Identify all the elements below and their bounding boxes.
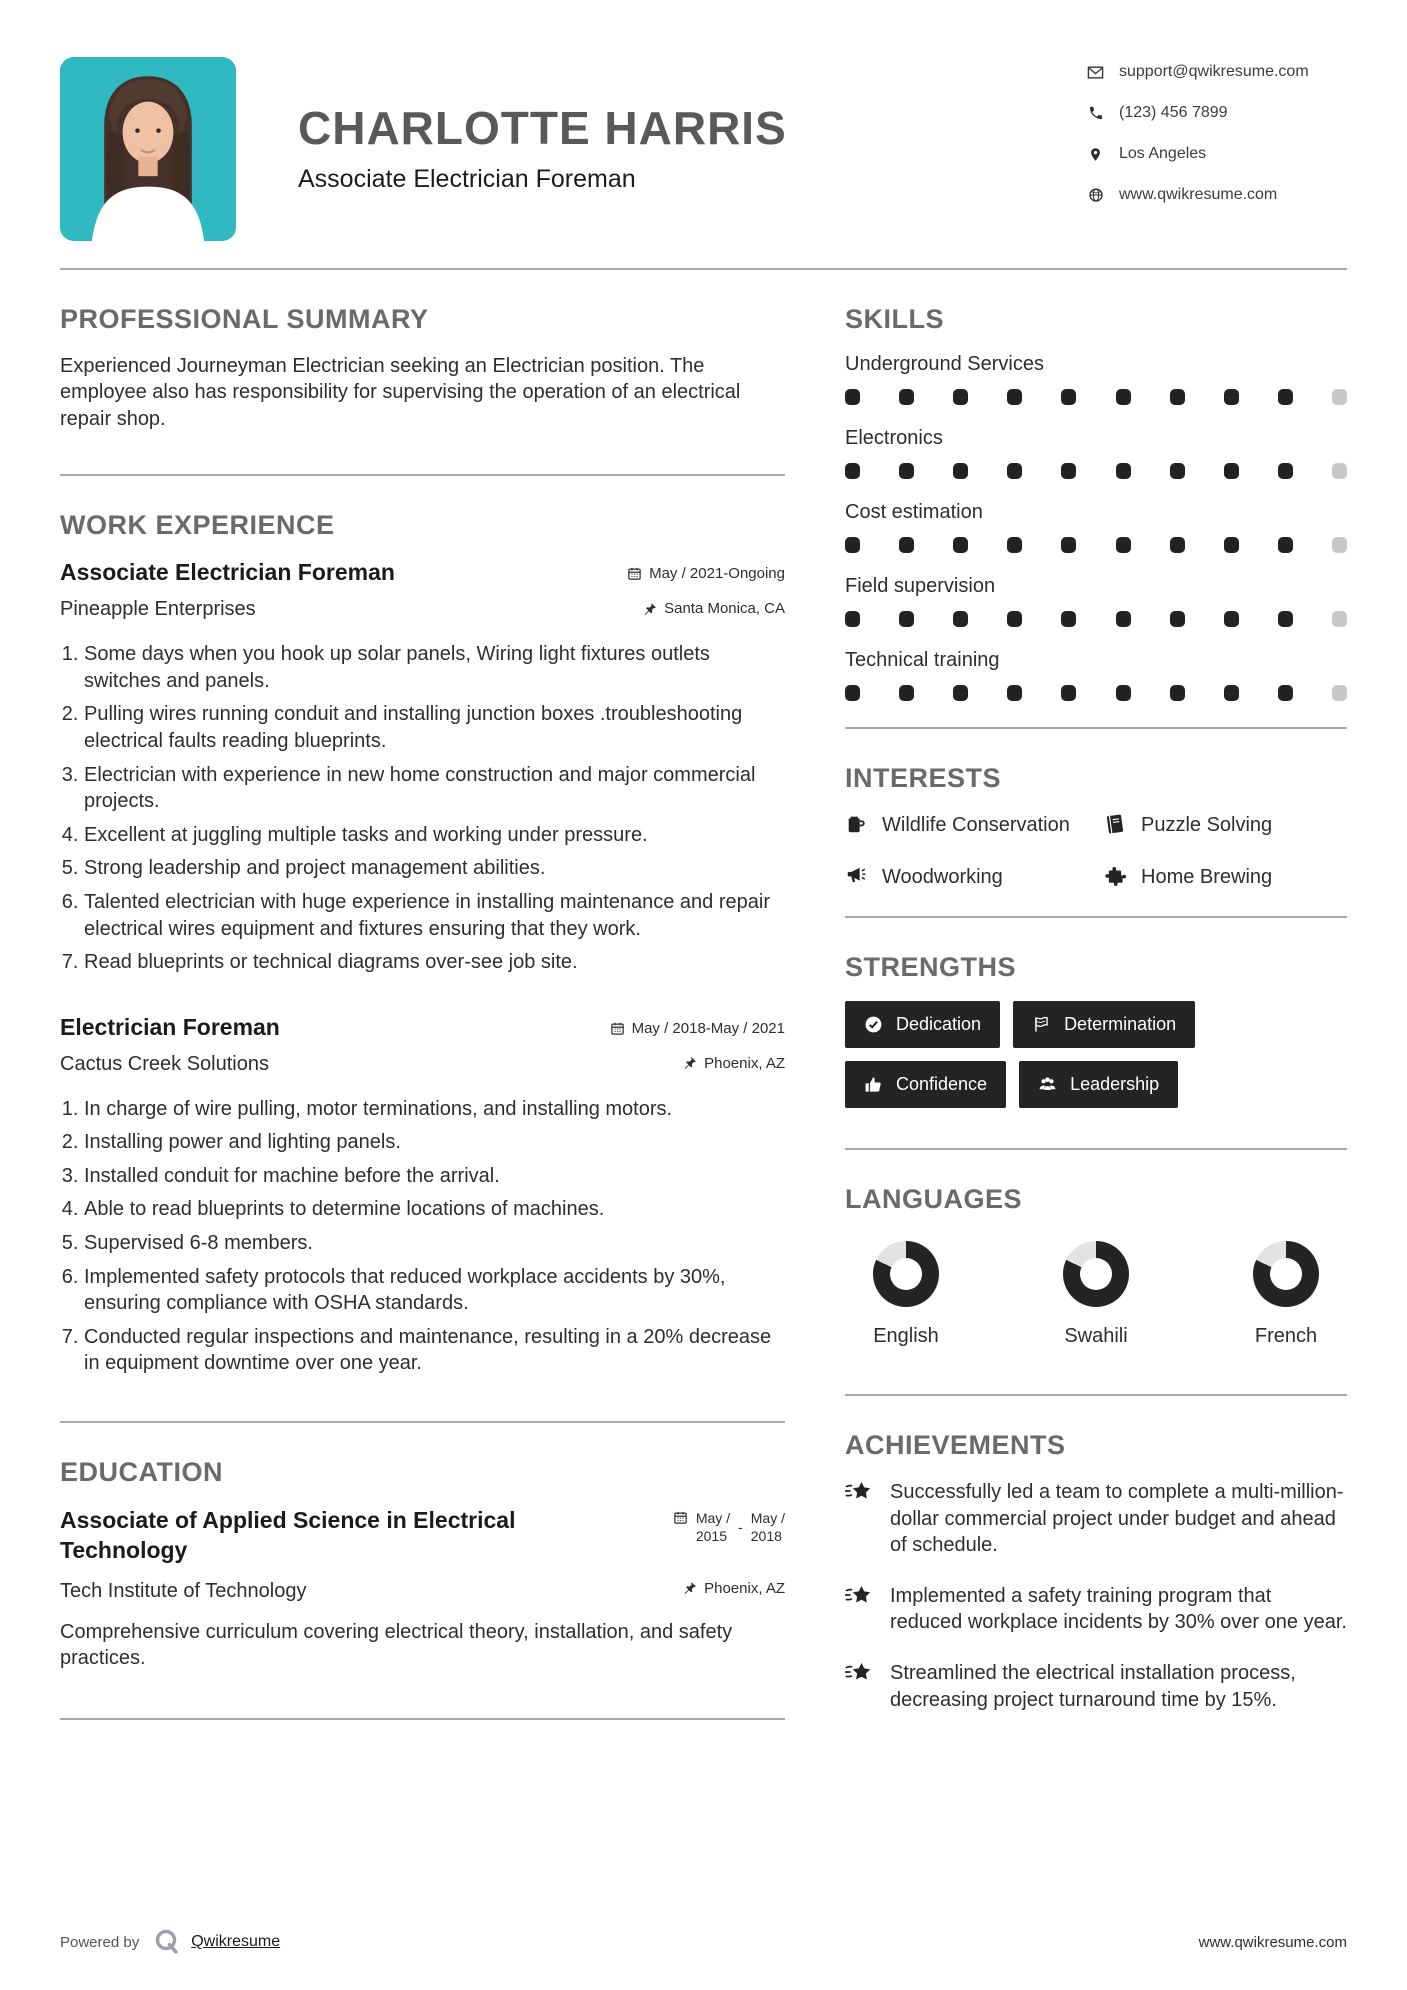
work-experience-heading: WORK EXPERIENCE bbox=[60, 510, 335, 541]
achievement-item bbox=[845, 1660, 1347, 1713]
envelope-icon bbox=[1087, 64, 1104, 81]
strength-label: Confidence bbox=[896, 1074, 988, 1094]
interest-label: Home Brewing bbox=[1141, 866, 1273, 888]
skill-dot bbox=[1278, 611, 1293, 627]
skill-rating bbox=[845, 463, 1347, 479]
skills-heading: SKILLS bbox=[845, 304, 945, 334]
language-item bbox=[873, 1241, 939, 1348]
education-date-end-year: 2018 bbox=[750, 1527, 782, 1544]
achievement-text: Streamlined the electrical installation process, decreasing project turnaround time by 15%. bbox=[890, 1661, 1296, 1711]
skill-dot bbox=[1332, 537, 1347, 553]
degree-title: Associate of Applied Science in Electrical Technology bbox=[60, 1507, 516, 1563]
contact-location bbox=[1087, 145, 1347, 163]
job-location-text: Phoenix, AZ bbox=[704, 1054, 785, 1072]
interests-grid bbox=[845, 812, 1347, 890]
job-entry bbox=[60, 1014, 785, 1377]
contact-location-text: Los Angeles bbox=[1119, 145, 1207, 162]
job-bullet: 2. Installing power and lighting panels. bbox=[84, 1129, 785, 1156]
job-location-text: Santa Monica, CA bbox=[664, 600, 785, 618]
skill-dot bbox=[1278, 537, 1293, 553]
school-name: Tech Institute of Technology bbox=[60, 1579, 307, 1602]
job-bullet: 6. Implemented safety protocols that reduced workplace accidents by 30%, ensuring compliance with OSHA standards. bbox=[84, 1264, 785, 1317]
footer-website[interactable]: www.qwikresume.com bbox=[1198, 1933, 1347, 1951]
name-block bbox=[298, 57, 787, 194]
skill-dot bbox=[1061, 611, 1076, 627]
strength-label: Dedication bbox=[896, 1014, 982, 1034]
flag-icon bbox=[1032, 1015, 1051, 1034]
location-pin-icon bbox=[1087, 146, 1104, 163]
contact-phone bbox=[1087, 104, 1347, 122]
education-location-text: Phoenix, AZ bbox=[704, 1579, 785, 1597]
job-bullet: 1. In charge of wire pulling, motor terminations, and installing motors. bbox=[84, 1096, 785, 1123]
contact-website[interactable] bbox=[1087, 186, 1347, 204]
strength-badge bbox=[845, 1001, 1000, 1048]
strength-label: Determination bbox=[1064, 1014, 1177, 1034]
job-bullet: 1. Some days when you hook up solar panels, Wiring light fixtures outlets switches and panels. bbox=[84, 641, 785, 694]
section-divider bbox=[60, 1718, 785, 1720]
job-bullet: 3. Installed conduit for machine before the arrival. bbox=[84, 1163, 785, 1190]
skill-dot bbox=[1332, 389, 1347, 405]
education-date-start-label: May / bbox=[695, 1510, 731, 1527]
skill-dot bbox=[953, 537, 968, 553]
skill-dot bbox=[1332, 463, 1347, 479]
users-icon bbox=[1038, 1075, 1057, 1094]
interests-heading: INTERESTS bbox=[845, 763, 1002, 793]
summary-text: Experienced Journeyman Electrician seeking an Electrician position. The employee also has responsibility for supervising the operation of an electrical repair shop. bbox=[60, 355, 741, 430]
section-divider bbox=[845, 916, 1347, 918]
globe-icon bbox=[1087, 187, 1104, 204]
skill-dot bbox=[845, 685, 860, 701]
skill-dot bbox=[1224, 389, 1239, 405]
skill-dot bbox=[1278, 389, 1293, 405]
language-label: French bbox=[1254, 1325, 1318, 1347]
skill-dot bbox=[1007, 389, 1022, 405]
skill-dot bbox=[1170, 611, 1185, 627]
skill-dot bbox=[953, 685, 968, 701]
language-donut bbox=[1253, 1241, 1319, 1307]
strength-label: Leadership bbox=[1070, 1074, 1160, 1094]
skill-label: Cost estimation bbox=[845, 501, 983, 523]
skill-item bbox=[845, 649, 1347, 701]
achievement-item bbox=[845, 1583, 1347, 1636]
strength-badge bbox=[1013, 1001, 1195, 1048]
language-donut bbox=[873, 1241, 939, 1307]
education-date-end-label: May / bbox=[750, 1510, 785, 1527]
section-divider bbox=[845, 1148, 1347, 1150]
skill-label: Electronics bbox=[845, 427, 943, 449]
section-divider bbox=[845, 727, 1347, 729]
pushpin-icon bbox=[682, 1581, 697, 1596]
language-label: Swahili bbox=[1064, 1325, 1128, 1347]
calendar-icon bbox=[627, 566, 642, 581]
left-column bbox=[60, 270, 785, 1720]
skill-dot bbox=[899, 611, 914, 627]
strength-badge bbox=[845, 1061, 1006, 1108]
skill-dot bbox=[1224, 537, 1239, 553]
job-bullet-list bbox=[84, 641, 785, 976]
job-dates-text: May / 2021-Ongoing bbox=[649, 565, 785, 583]
calendar-icon bbox=[610, 1021, 625, 1036]
skill-rating bbox=[845, 389, 1347, 405]
check-circle-icon bbox=[864, 1015, 883, 1034]
languages-list bbox=[845, 1233, 1347, 1348]
skill-dot bbox=[899, 537, 914, 553]
skill-dot bbox=[899, 389, 914, 405]
strength-badge bbox=[1019, 1061, 1178, 1108]
contact-block bbox=[1087, 57, 1347, 227]
education-heading: EDUCATION bbox=[60, 1457, 223, 1488]
skill-item bbox=[845, 353, 1347, 405]
skill-label: Underground Services bbox=[845, 353, 1044, 375]
puzzle-piece-icon bbox=[1104, 865, 1126, 887]
skill-dot bbox=[1116, 389, 1131, 405]
skill-dot bbox=[845, 389, 860, 405]
qwikresume-logo-icon bbox=[153, 1928, 181, 1956]
powered-by-label: Powered by bbox=[60, 1933, 140, 1951]
education-date-separator: - bbox=[738, 1519, 743, 1536]
person-avatar-illustration bbox=[60, 57, 236, 241]
job-location bbox=[682, 1055, 785, 1072]
skill-dot bbox=[1116, 537, 1131, 553]
skill-dot bbox=[899, 463, 914, 479]
job-dates bbox=[610, 1020, 785, 1037]
skill-dot bbox=[953, 611, 968, 627]
contact-email[interactable] bbox=[1087, 63, 1347, 81]
skill-dot bbox=[1278, 463, 1293, 479]
job-entry bbox=[60, 559, 785, 976]
job-title: Associate Electrician Foreman bbox=[60, 559, 395, 586]
job-bullet: 5. Supervised 6-8 members. bbox=[84, 1230, 785, 1257]
strengths-list bbox=[845, 1001, 1347, 1108]
job-bullet: 4. Able to read blueprints to determine locations of machines. bbox=[84, 1196, 785, 1223]
skill-dot bbox=[1278, 685, 1293, 701]
pushpin-icon bbox=[682, 1056, 697, 1071]
job-bullet: 4. Excellent at juggling multiple tasks and working under pressure. bbox=[84, 822, 785, 849]
interest-label: Wildlife Conservation bbox=[882, 814, 1070, 836]
candidate-name: CHARLOTTE HARRIS bbox=[298, 102, 787, 154]
language-item bbox=[1253, 1241, 1319, 1348]
shooting-star-icon bbox=[845, 1585, 873, 1611]
candidate-title: Associate Electrician Foreman bbox=[298, 165, 636, 193]
skill-dot bbox=[1007, 463, 1022, 479]
skill-item bbox=[845, 427, 1347, 479]
calendar-icon bbox=[673, 1510, 688, 1528]
shooting-star-icon bbox=[845, 1481, 873, 1507]
contact-website-text: www.qwikresume.com bbox=[1119, 186, 1278, 203]
job-company: Cactus Creek Solutions bbox=[60, 1052, 269, 1075]
job-bullet: 5. Strong leadership and project management abilities. bbox=[84, 855, 785, 882]
thumbs-up-icon bbox=[864, 1075, 883, 1094]
achievement-text: Successfully led a team to complete a multi-million-dollar commercial project under budget and ahead of schedule. bbox=[890, 1481, 1344, 1557]
skill-dot bbox=[845, 537, 860, 553]
qwikresume-link[interactable]: Qwikresume bbox=[191, 1933, 281, 1950]
education-date-start-year: 2015 bbox=[695, 1527, 728, 1544]
section-divider bbox=[845, 1394, 1347, 1396]
skill-dot bbox=[899, 685, 914, 701]
skill-dot bbox=[1332, 611, 1347, 627]
strengths-heading: STRENGTHS bbox=[845, 952, 1017, 982]
skill-dot bbox=[1224, 611, 1239, 627]
skill-dot bbox=[1224, 685, 1239, 701]
skill-dot bbox=[1170, 389, 1185, 405]
skill-rating bbox=[845, 611, 1347, 627]
skill-rating bbox=[845, 685, 1347, 701]
skill-dot bbox=[1224, 463, 1239, 479]
education-description: Comprehensive curriculum covering electrical theory, installation, and safety practices. bbox=[60, 1620, 733, 1670]
shooting-star-icon bbox=[845, 1662, 873, 1688]
job-bullet: 7. Read blueprints or technical diagrams over-see job site. bbox=[84, 949, 785, 976]
interest-item bbox=[845, 812, 1088, 838]
skill-dot bbox=[1170, 537, 1185, 553]
skill-dot bbox=[1170, 685, 1185, 701]
language-donut bbox=[1063, 1241, 1129, 1307]
job-dates bbox=[627, 565, 785, 582]
achievement-text: Implemented a safety training program that reduced workplace incidents by 30% over one year. bbox=[890, 1584, 1347, 1634]
education-dates bbox=[673, 1510, 785, 1545]
language-label: English bbox=[873, 1325, 939, 1347]
mug-icon bbox=[845, 813, 867, 835]
skill-dot bbox=[1116, 611, 1131, 627]
job-location bbox=[642, 600, 785, 617]
profile-photo bbox=[60, 57, 236, 241]
achievements-heading: ACHIEVEMENTS bbox=[845, 1430, 1066, 1460]
skill-dot bbox=[1061, 537, 1076, 553]
pushpin-icon bbox=[642, 601, 657, 616]
contact-phone-text: (123) 456 7899 bbox=[1119, 104, 1228, 121]
skill-dot bbox=[1007, 611, 1022, 627]
job-bullet-list bbox=[84, 1096, 785, 1377]
job-bullet: 6. Talented electrician with huge experience in installing maintenance and repair electrical wires equipment and fixtures ensuring that they work. bbox=[84, 889, 785, 942]
interest-label: Woodworking bbox=[882, 866, 1003, 888]
header bbox=[60, 0, 1347, 241]
interest-item bbox=[1104, 864, 1347, 890]
megaphone-icon bbox=[845, 865, 867, 887]
job-bullet: 7. Conducted regular inspections and maintenance, resulting in a 20% decrease in equipment downtime over one year. bbox=[84, 1324, 785, 1377]
section-divider bbox=[60, 474, 785, 476]
skill-dot bbox=[1007, 537, 1022, 553]
book-icon bbox=[1104, 813, 1126, 835]
skill-dot bbox=[1116, 463, 1131, 479]
skill-dot bbox=[1061, 463, 1076, 479]
job-title: Electrician Foreman bbox=[60, 1013, 280, 1040]
language-item bbox=[1063, 1241, 1129, 1348]
skill-label: Technical training bbox=[845, 649, 1000, 671]
contact-email-text: support@qwikresume.com bbox=[1119, 63, 1309, 80]
footer bbox=[60, 1928, 1347, 1956]
job-bullet: 2. Pulling wires running conduit and installing junction boxes .troubleshooting electrical faults reading blueprints. bbox=[84, 701, 785, 754]
job-bullet: 3. Electrician with experience in new home construction and major commercial projects. bbox=[84, 762, 785, 815]
skill-rating bbox=[845, 537, 1347, 553]
skill-dot bbox=[1116, 685, 1131, 701]
achievement-item bbox=[845, 1479, 1347, 1559]
skill-item bbox=[845, 575, 1347, 627]
summary-heading: PROFESSIONAL SUMMARY bbox=[60, 304, 429, 334]
interest-item bbox=[845, 864, 1088, 890]
interest-label: Puzzle Solving bbox=[1141, 814, 1273, 836]
interest-item bbox=[1104, 812, 1347, 838]
skill-dot bbox=[953, 389, 968, 405]
skill-dot bbox=[1061, 685, 1076, 701]
skill-dot bbox=[1061, 389, 1076, 405]
section-divider bbox=[60, 1421, 785, 1423]
skill-dot bbox=[1170, 463, 1185, 479]
skill-label: Field supervision bbox=[845, 575, 996, 597]
right-column bbox=[845, 270, 1347, 1737]
languages-heading: LANGUAGES bbox=[845, 1184, 1023, 1214]
education-location bbox=[682, 1580, 785, 1597]
education-entry bbox=[60, 1506, 785, 1672]
job-dates-text: May / 2018-May / 2021 bbox=[631, 1019, 785, 1037]
skill-dot bbox=[845, 463, 860, 479]
skill-dot bbox=[1332, 685, 1347, 701]
skill-dot bbox=[1007, 685, 1022, 701]
skill-dot bbox=[845, 611, 860, 627]
job-company: Pineapple Enterprises bbox=[60, 598, 256, 621]
skill-item bbox=[845, 501, 1347, 553]
skill-dot bbox=[953, 463, 968, 479]
phone-icon bbox=[1087, 105, 1104, 122]
